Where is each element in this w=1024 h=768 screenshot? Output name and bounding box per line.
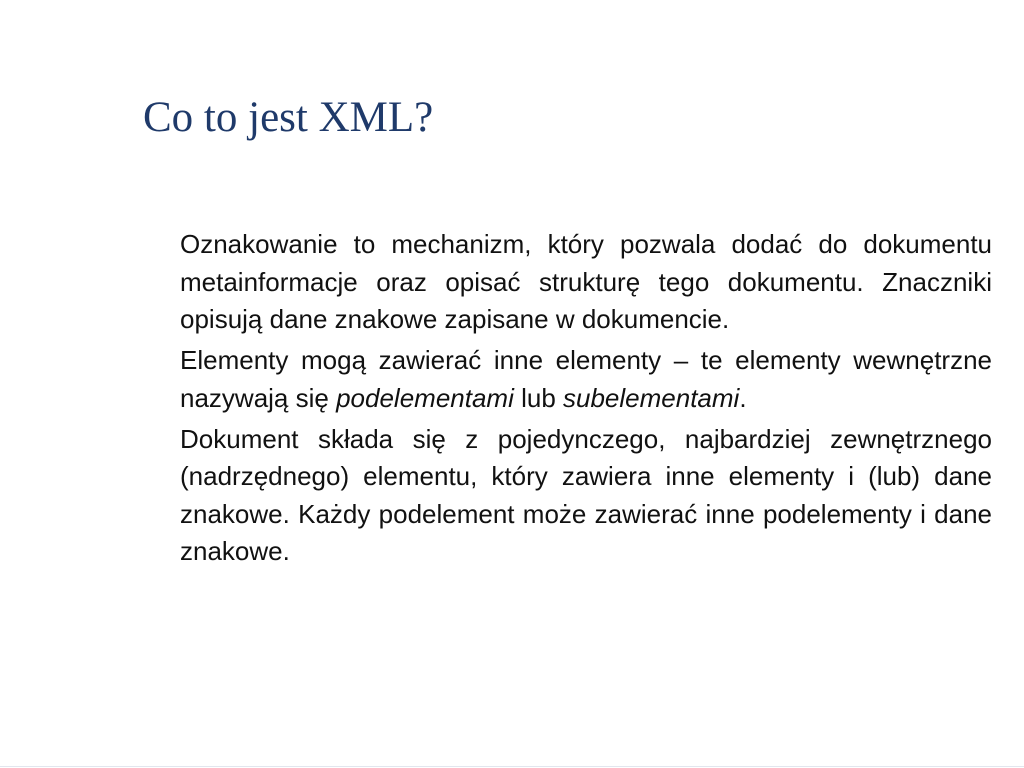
paragraph-subelements-text-1: Elementy mogą zawierać inne elementy – te elementy wewnętrzne nazywają się xyxy=(180,345,992,413)
paragraph-subelements-text-3: . xyxy=(739,382,747,413)
slide-title: Co to jest XML? xyxy=(143,94,434,141)
bottom-divider xyxy=(0,766,1024,767)
paragraph-markup-definition: Oznakowanie to mechanizm, który pozwala dodać do dokumentu metainformacje oraz opisać strukturę tego dokumentu. Znaczniki opisują dane znakowe zapisane w dokumencie. xyxy=(180,229,992,334)
paragraph-subelements-text-2: lub xyxy=(513,382,564,413)
slide-body xyxy=(180,226,992,574)
term-subelementami: subelementami xyxy=(563,382,740,413)
paragraph-subelements xyxy=(180,342,992,417)
term-podelementami: podelementami xyxy=(336,382,514,413)
paragraph-document-structure: Dokument składa się z pojedynczego, najbardziej zewnętrznego (nadrzędnego) elementu, który zawiera inne elementy i (lub) dane znakowe. Każdy podelement może zawierać inne podelementy i dane znakowe. xyxy=(180,423,992,566)
